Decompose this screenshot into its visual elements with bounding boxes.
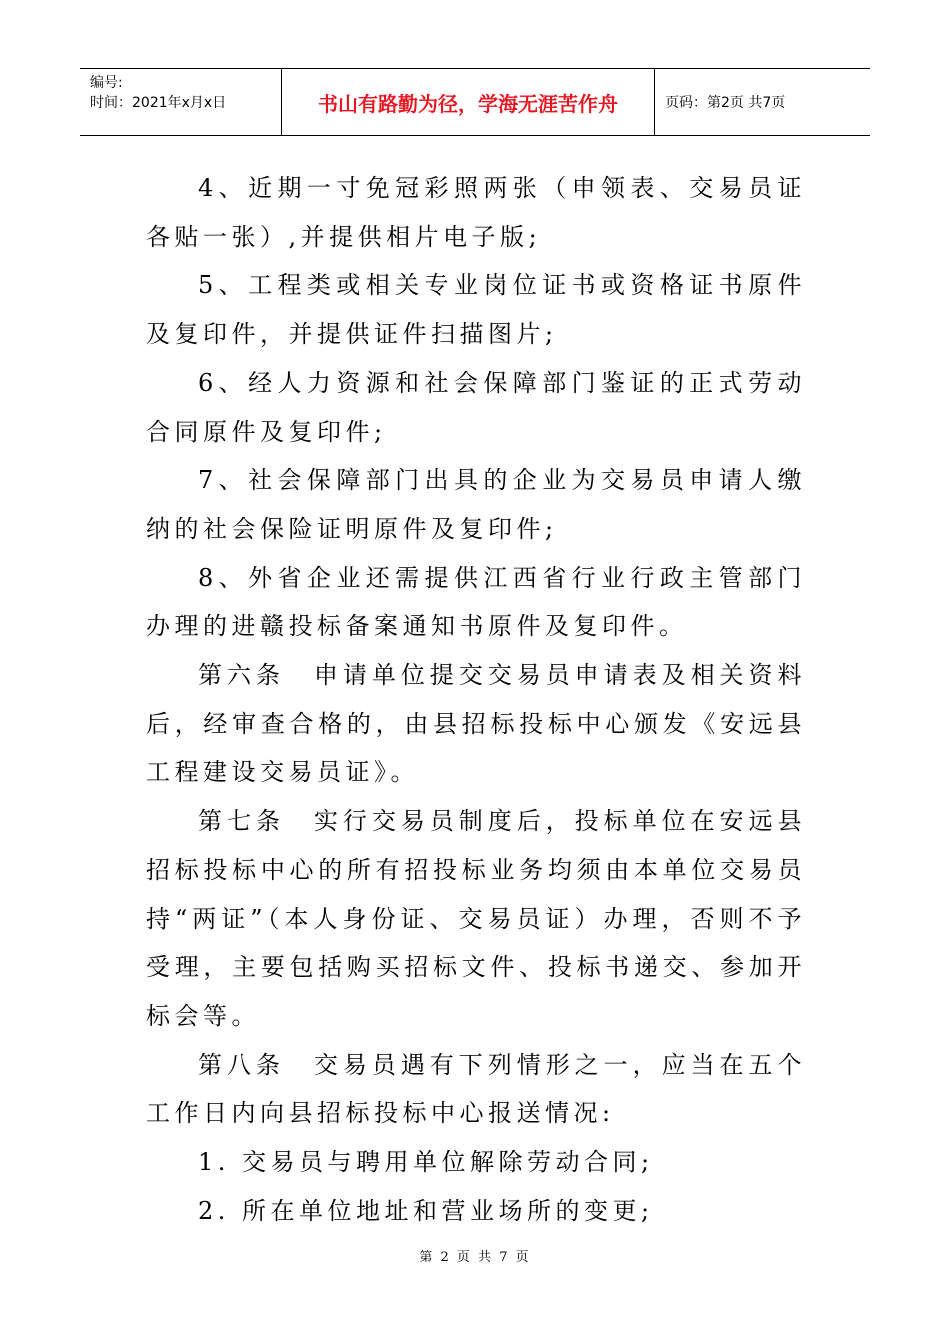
paragraph-item-8: 8、外省企业还需提供江西省行业行政主管部门办理的进赣投标备案通知书原件及复印件。 [146, 563, 806, 641]
article-8-item-1: 1. 交易员与聘用单位解除劳动合同; [198, 1148, 654, 1177]
time-label: 时间：2021年x月x日 [90, 95, 227, 111]
article-8: 第八条 交易员遇有下列情形之一，应当在五个工作日内向县招标投标中心报送情况: [146, 1050, 806, 1128]
page-footer: 第 2 页 共 7 页 [419, 1250, 531, 1265]
article-8-item-2: 2. 所在单位地址和营业场所的变更; [198, 1196, 654, 1225]
article-7: 第七条 实行交易员制度后，投标单位在安远县招标投标中心的所有招投标业务均须由本单位交易员持“两证”（本人身份证、交易员证）办理，否则不予受理，主要包括购买招标文件、投标书递交、参加开标会等。 [146, 807, 806, 1030]
article-6: 第六条 申请单位提交交易员申请表及相关资料后，经审查合格的，由县招标投标中心颁发《安远县工程建设交易员证》。 [146, 661, 806, 787]
number-label: 编号: [90, 75, 123, 91]
header-meta [80, 69, 282, 135]
paragraph-item-6: 6、经人力资源和社会保障部门鉴证的正式劳动合同原件及复印件; [146, 368, 806, 446]
paragraph-item-5: 5、工程类或相关专业岗位证书或资格证书原件及复印件，并提供证件扫描图片; [146, 271, 806, 349]
document-body [146, 164, 806, 1235]
page-header [80, 68, 870, 136]
header-motto: 书山有路勤为径，学海无涯苦作舟 [282, 69, 655, 135]
paragraph-item-4: 4、近期一寸免冠彩照两张（申领表、交易员证各贴一张）,并提供相片电子版; [146, 174, 806, 251]
header-page-code: 页码：第2页 共7页 [665, 95, 786, 111]
paragraph-item-7: 7、社会保障部门出具的企业为交易员申请人缴纳的社会保险证明原件及复印件; [146, 466, 806, 543]
